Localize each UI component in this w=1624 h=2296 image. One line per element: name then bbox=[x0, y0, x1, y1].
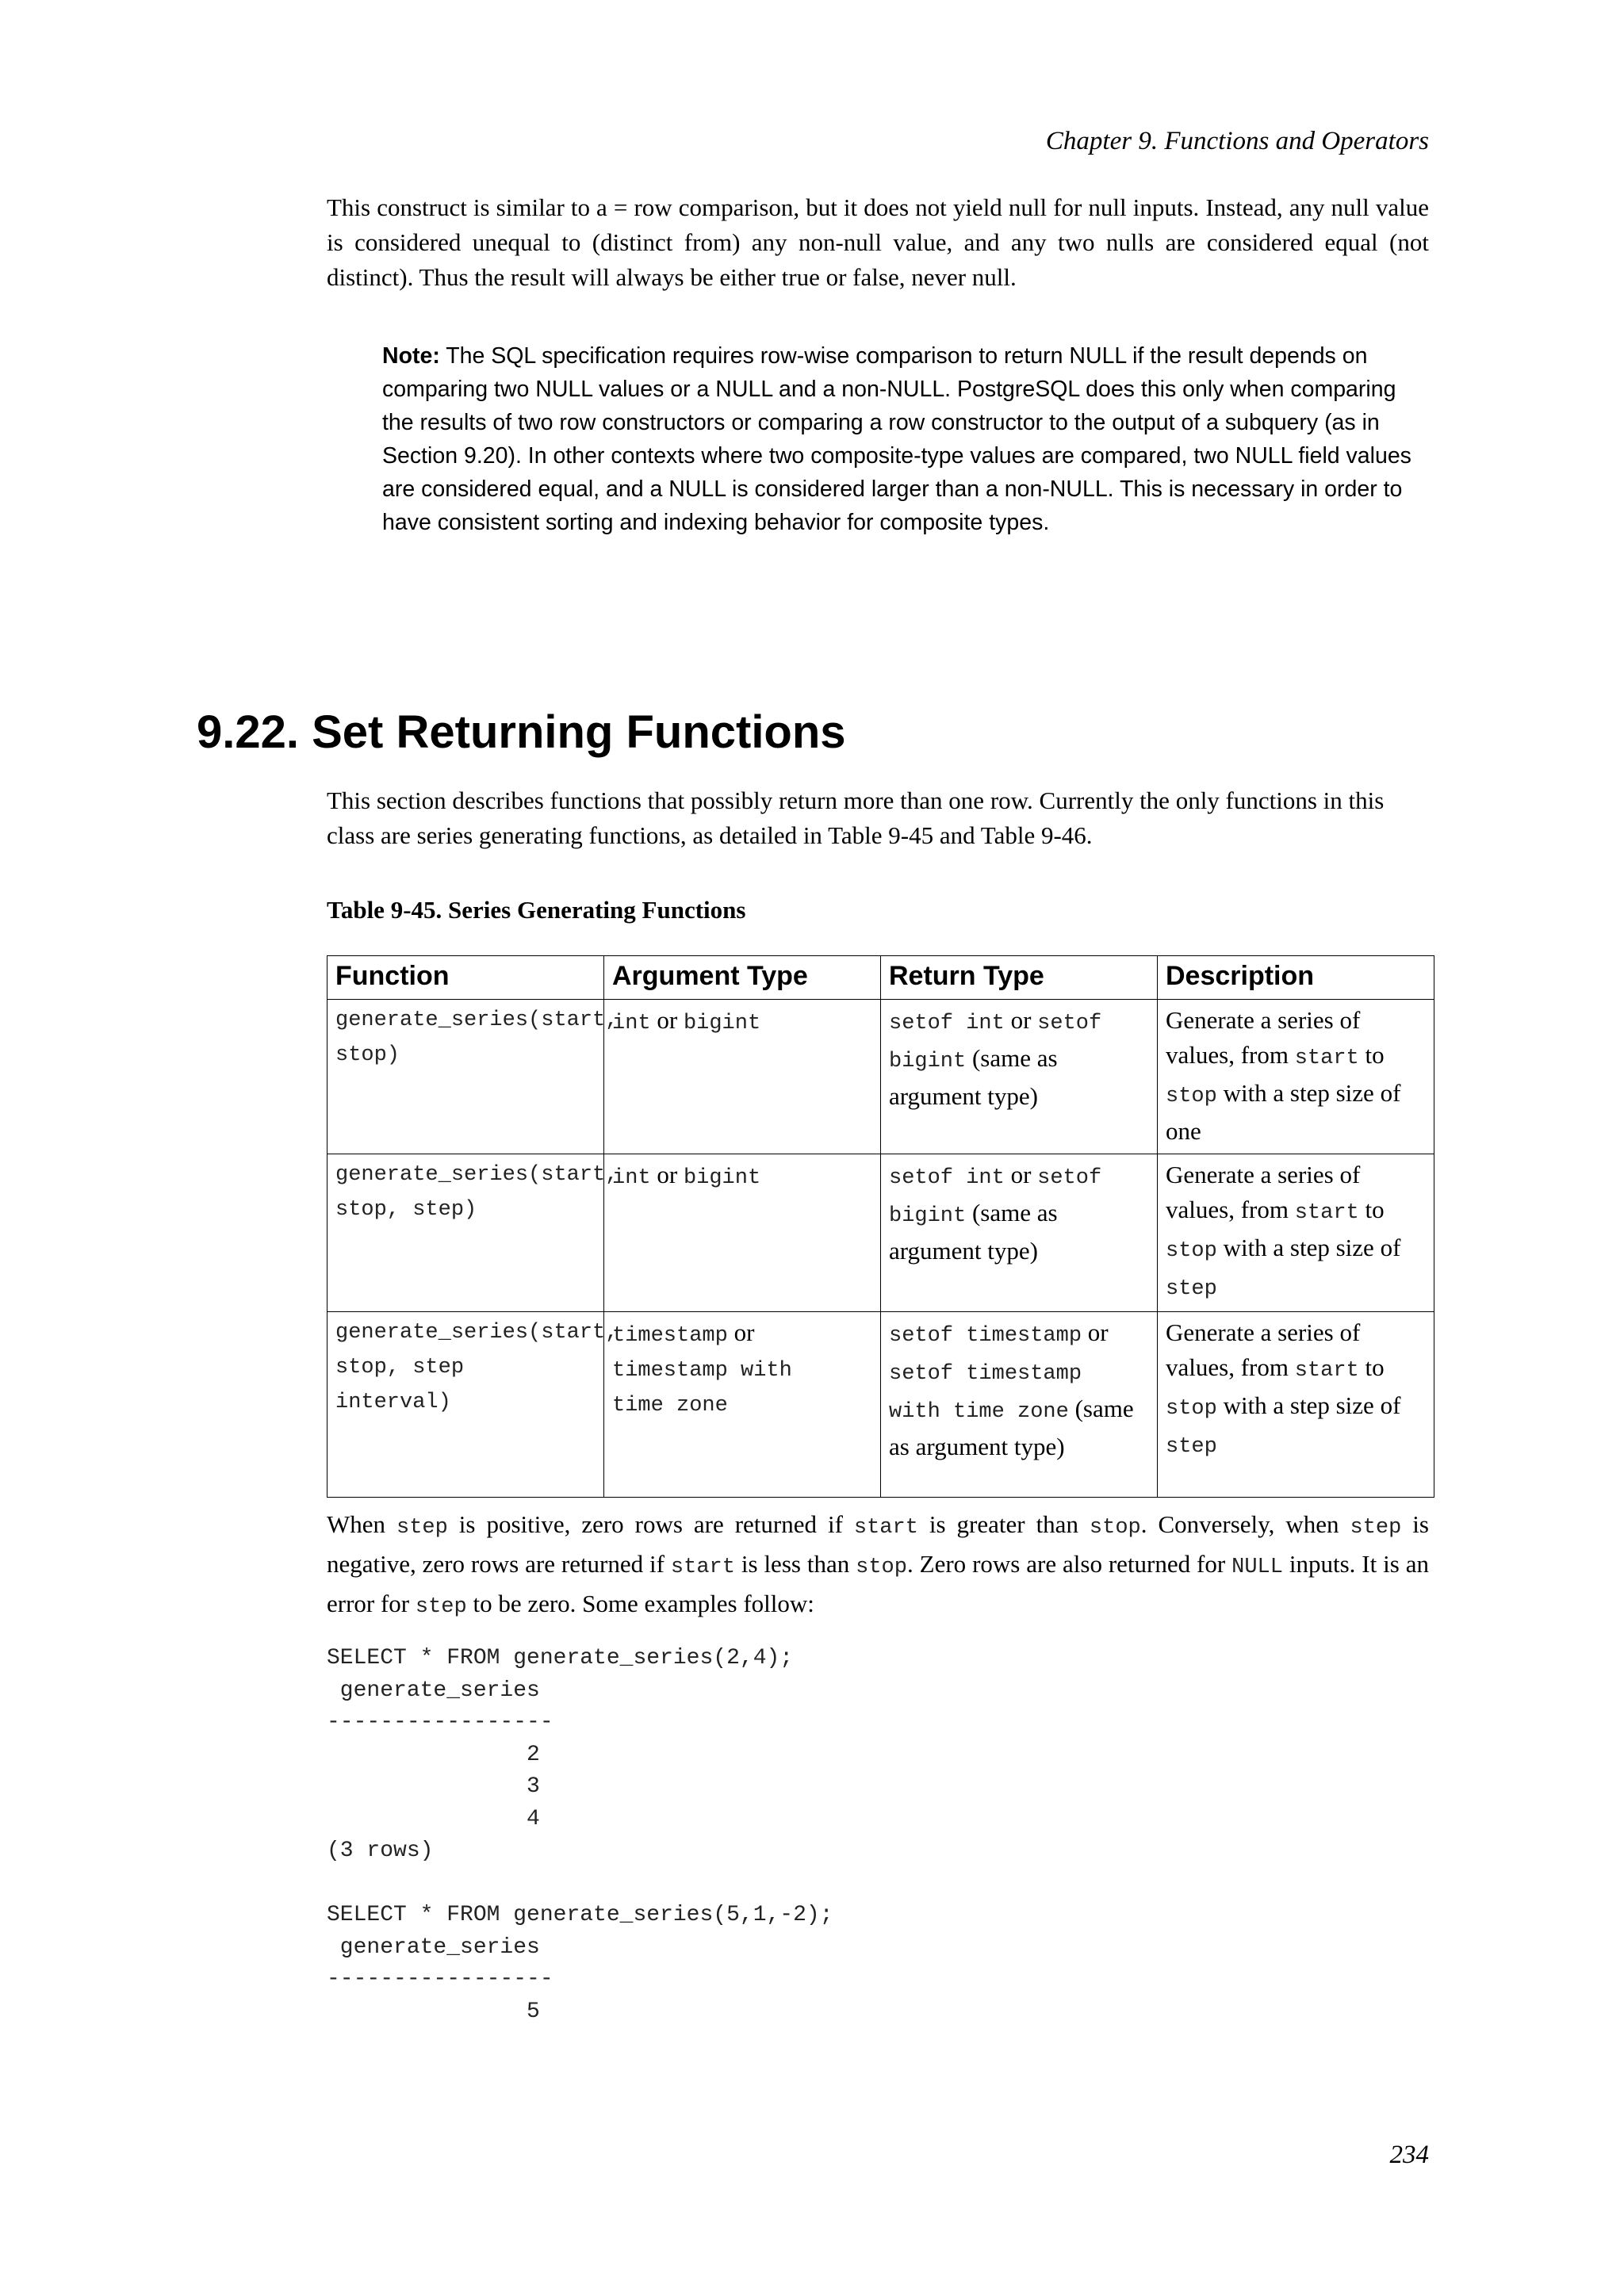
description-code: start bbox=[1294, 1359, 1359, 1383]
table-header-row bbox=[327, 956, 1434, 1000]
function-cell bbox=[327, 1000, 619, 1154]
section-intro-paragraph: This section describes functions that possibly return more than one row. Currently the only functions in this class are series generating functions, as detailed in Table 9-45 and Table 9-46. bbox=[327, 786, 1385, 849]
note-box bbox=[382, 339, 1429, 539]
return-type-or: or bbox=[1004, 1006, 1038, 1034]
return-type-code: setof timestamp with time zone bbox=[889, 1362, 1082, 1424]
step-code: step bbox=[396, 1516, 448, 1540]
description-text: Generate a series of values, from bbox=[1166, 1318, 1361, 1381]
description-text: Generate a series of values, from bbox=[1166, 1161, 1361, 1223]
description-code: stop bbox=[1166, 1085, 1217, 1108]
description-text: with a step size of bbox=[1216, 1391, 1401, 1419]
return-type-code: setof bigint bbox=[889, 1166, 1102, 1228]
step-code: start bbox=[853, 1516, 918, 1540]
argument-type-code: int bbox=[612, 1012, 651, 1035]
table-caption: Table 9-45. Series Generating Functions bbox=[327, 896, 746, 924]
description-cell bbox=[1158, 1000, 1434, 1154]
return-type-cell bbox=[881, 1154, 1158, 1312]
return-type-or: or bbox=[1082, 1318, 1109, 1346]
table-row bbox=[327, 1000, 1434, 1154]
step-text: inputs. It is an error for bbox=[327, 1550, 1430, 1617]
argument-type-or: or bbox=[727, 1318, 755, 1346]
return-type-code: setof bigint bbox=[889, 1012, 1102, 1073]
step-text: is less than bbox=[734, 1550, 856, 1578]
description-text: to bbox=[1358, 1041, 1385, 1069]
function-cell bbox=[327, 1154, 619, 1312]
intro-paragraph: This construct is similar to a = row comparison, but it does not yield null for null inputs. Instead, any null value is considered unequal to (distinct from) any non-null value, and any two nulls are considered equal (not distinct). Thus the result will always be either true or false, never null. bbox=[327, 193, 1429, 291]
step-text: to be zero. Some examples follow: bbox=[466, 1590, 814, 1617]
description-code: stop bbox=[1166, 1239, 1217, 1263]
function-signature: generate_series(start, stop) bbox=[335, 1008, 619, 1067]
argument-type-cell bbox=[604, 1154, 881, 1312]
step-text: is greater than bbox=[917, 1510, 1090, 1538]
return-type-cell bbox=[881, 1312, 1158, 1498]
description-text: with a step size of one bbox=[1166, 1079, 1401, 1145]
example-code-block: SELECT * FROM generate_series(2,4); generate_series ----------------- 2 3 4 (3 rows) SELECT * FROM generate_series(5,1,-2); generate_series ----------------- 5 bbox=[327, 1646, 833, 2024]
description-code: start bbox=[1294, 1201, 1359, 1225]
page-number: 234 bbox=[1389, 2141, 1429, 2169]
column-header-return-type: Return Type bbox=[881, 956, 1158, 1000]
step-text: is positive, zero rows are returned if bbox=[447, 1510, 854, 1538]
function-signature: generate_series(start, stop, step interval) bbox=[335, 1321, 619, 1414]
section-heading: 9.22. Set Returning Functions bbox=[197, 706, 846, 758]
argument-type-cell bbox=[604, 1000, 881, 1154]
argument-type-code: timestamp bbox=[612, 1324, 728, 1348]
description-code: start bbox=[1294, 1047, 1359, 1070]
return-type-code: setof timestamp bbox=[889, 1324, 1082, 1348]
description-text: with a step size of bbox=[1216, 1234, 1401, 1261]
return-type-note: (same as argument type) bbox=[889, 1395, 1134, 1460]
argument-type-code: bigint bbox=[683, 1012, 761, 1035]
column-header-description: Description bbox=[1158, 956, 1434, 1000]
description-code: stop bbox=[1166, 1397, 1217, 1421]
step-text: When bbox=[327, 1510, 396, 1538]
description-text: to bbox=[1358, 1353, 1385, 1381]
step-paragraph bbox=[327, 1506, 1429, 1625]
series-functions-table bbox=[327, 955, 1434, 1498]
description-text: Generate a series of values, from bbox=[1166, 1006, 1361, 1069]
argument-type-or: or bbox=[650, 1161, 684, 1188]
argument-type-code: bigint bbox=[683, 1166, 761, 1190]
return-type-code: setof int bbox=[889, 1166, 1005, 1190]
description-cell bbox=[1158, 1154, 1434, 1312]
argument-type-or: or bbox=[650, 1006, 684, 1034]
table-row bbox=[327, 1154, 1434, 1312]
step-code: stop bbox=[856, 1556, 907, 1579]
argument-type-code: int bbox=[612, 1166, 651, 1190]
return-type-or: or bbox=[1004, 1161, 1038, 1188]
description-code: step bbox=[1166, 1277, 1217, 1301]
return-type-cell bbox=[881, 1000, 1158, 1154]
return-type-code: setof int bbox=[889, 1012, 1005, 1035]
argument-type-cell bbox=[604, 1312, 881, 1498]
column-header-function: Function bbox=[327, 956, 604, 1000]
description-text: to bbox=[1358, 1196, 1385, 1223]
table-row bbox=[327, 1312, 1434, 1498]
step-code: step bbox=[415, 1595, 467, 1619]
function-cell bbox=[327, 1312, 619, 1498]
note-label: Note: bbox=[382, 343, 440, 369]
step-code: NULL bbox=[1231, 1556, 1283, 1579]
running-header: Chapter 9. Functions and Operators bbox=[1045, 127, 1429, 155]
return-type-note: (same as argument type) bbox=[889, 1044, 1058, 1110]
step-code: stop bbox=[1089, 1516, 1141, 1540]
step-text: . Conversely, when bbox=[1140, 1510, 1350, 1538]
description-code: step bbox=[1166, 1435, 1217, 1459]
step-text: . Zero rows are also returned for bbox=[906, 1550, 1232, 1578]
column-header-argument-type: Argument Type bbox=[604, 956, 881, 1000]
return-type-note: (same as argument type) bbox=[889, 1199, 1058, 1265]
step-code: start bbox=[670, 1556, 735, 1579]
step-text: is negative, zero rows are returned if bbox=[327, 1510, 1429, 1578]
step-code: step bbox=[1350, 1516, 1402, 1540]
function-signature: generate_series(start, stop, step) bbox=[335, 1163, 619, 1222]
argument-type-code: timestamp with time zone bbox=[612, 1359, 792, 1418]
description-cell bbox=[1158, 1312, 1434, 1498]
note-text: The SQL specification requires row-wise comparison to return NULL if the result depends on comparing two NULL values or a NULL and a non-NULL. PostgreSQL does this only when comparing the results of two row constructors or comparing a row constructor to the output of a subquery (as in Section 9.20). In other contexts where two composite-type values are compared, two NULL field values are considered equal, and a NULL is considered larger than a non-NULL. This is necessary in order to have consistent sorting and indexing behavior for composite types. bbox=[382, 343, 1411, 535]
